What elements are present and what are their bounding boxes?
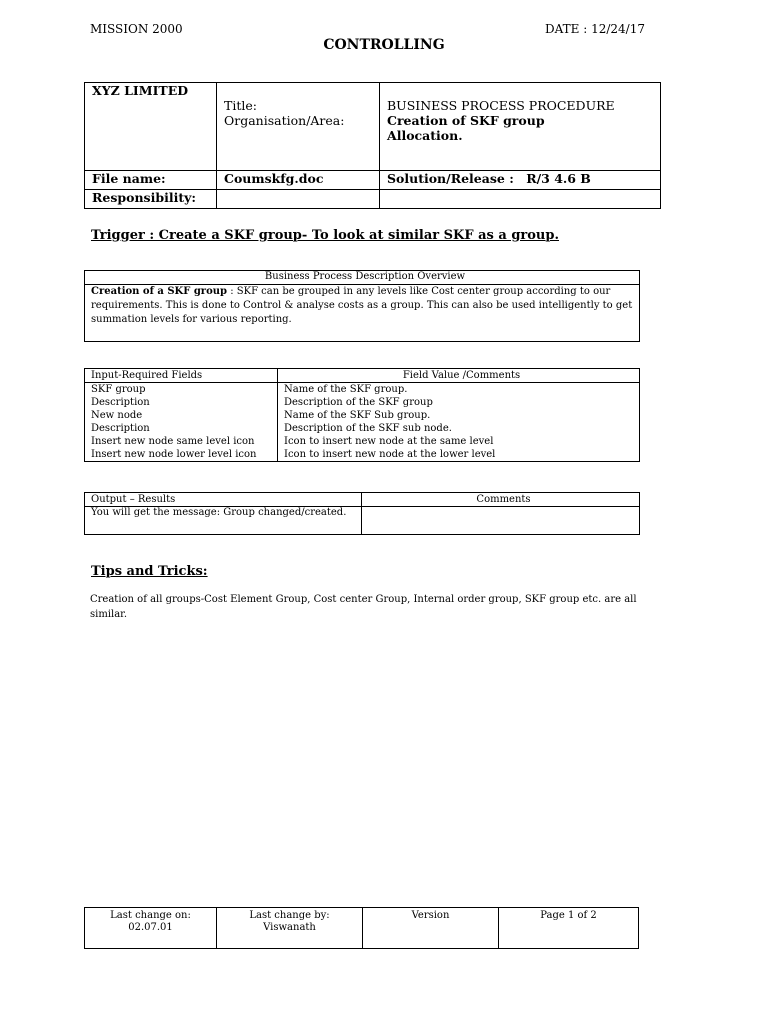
overview-text: : SKF can be grouped in any levels like Cost center group according to our requirements. This is done to Control & analyse costs as a group. This can also be used intelligently to get summation levels for various reporting. — [91, 286, 633, 325]
date-label: DATE : 12/24/17 — [545, 22, 645, 36]
fields-header-value: Field Value /Comments — [278, 369, 640, 383]
responsibility-label: Responsibility: — [85, 190, 217, 209]
field-name: New node — [85, 409, 278, 422]
responsibility-empty-1 — [217, 190, 380, 209]
output-header-comments: Comments — [362, 493, 640, 507]
last-change-on-cell — [85, 908, 217, 949]
table-row — [85, 409, 640, 422]
responsibility-empty-2 — [380, 190, 661, 209]
overview-bold-lead: Creation of a SKF group — [91, 286, 228, 297]
field-name: Insert new node same level icon — [85, 435, 278, 448]
fields-table — [84, 368, 640, 462]
overview-table — [84, 270, 640, 342]
org-label: Organisation/Area: — [224, 113, 345, 128]
last-change-on-value: 02.07.01 — [128, 922, 173, 933]
field-comment: Icon to insert new node at the lower level — [278, 448, 640, 462]
field-comment: Description of the SKF group — [278, 396, 640, 409]
procedure-name: Creation of SKF group — [387, 113, 545, 128]
version-cell — [363, 908, 499, 949]
company-cell — [85, 83, 217, 171]
table-row — [85, 422, 640, 435]
title-labels-cell — [217, 83, 380, 171]
mission-label: MISSION 2000 — [90, 22, 183, 36]
field-name: Insert new node lower level icon — [85, 448, 278, 462]
file-label: File name: — [85, 171, 217, 190]
field-name: Description — [85, 422, 278, 435]
field-comment: Description of the SKF sub node. — [278, 422, 640, 435]
title-label: Title: — [224, 98, 257, 113]
last-change-on-label: Last change on: — [110, 910, 191, 921]
field-name: SKF group — [85, 383, 278, 397]
tips-text: Creation of all groups-Cost Element Group, Cost center Group, Internal order group, SKF group etc. are all similar. — [90, 594, 637, 620]
procedure-name-cont: Allocation. — [387, 128, 463, 143]
field-comment: Name of the SKF Sub group. — [278, 409, 640, 422]
output-header-results: Output – Results — [85, 493, 362, 507]
page-number: Page 1 of 2 — [540, 910, 597, 921]
procedure-type: BUSINESS PROCESS PROCEDURE — [387, 98, 615, 113]
output-result: You will get the message: Group changed/created. — [85, 507, 362, 535]
last-change-by-value: Viswanath — [263, 922, 316, 933]
overview-body — [85, 285, 640, 342]
version-label: Version — [411, 910, 450, 921]
output-comment — [362, 507, 640, 535]
last-change-by-label: Last change by: — [249, 910, 330, 921]
output-table — [84, 492, 640, 535]
title-values-cell — [380, 83, 661, 171]
page-cell — [499, 908, 639, 949]
table-row — [85, 396, 640, 409]
solution-label: Solution/Release : — [387, 171, 514, 186]
solution-cell — [380, 171, 661, 190]
table-row — [85, 448, 640, 462]
footer-table — [84, 907, 639, 949]
fields-header-input: Input-Required Fields — [85, 369, 278, 383]
file-value: Coumskfg.doc — [217, 171, 380, 190]
table-row — [85, 435, 640, 448]
overview-header: Business Process Description Overview — [85, 271, 640, 285]
info-table — [84, 82, 661, 209]
tips-heading: Tips and Tricks: — [91, 564, 208, 579]
table-row — [85, 383, 640, 397]
field-name: Description — [85, 396, 278, 409]
company-name: XYZ LIMITED — [92, 83, 189, 98]
field-comment: Icon to insert new node at the same level — [278, 435, 640, 448]
page-title: CONTROLLING — [323, 37, 445, 53]
last-change-by-cell — [217, 908, 363, 949]
field-comment: Name of the SKF group. — [278, 383, 640, 397]
trigger-heading: Trigger : Create a SKF group- To look at similar SKF as a group. — [91, 228, 559, 243]
solution-value: R/3 4.6 B — [526, 171, 591, 186]
